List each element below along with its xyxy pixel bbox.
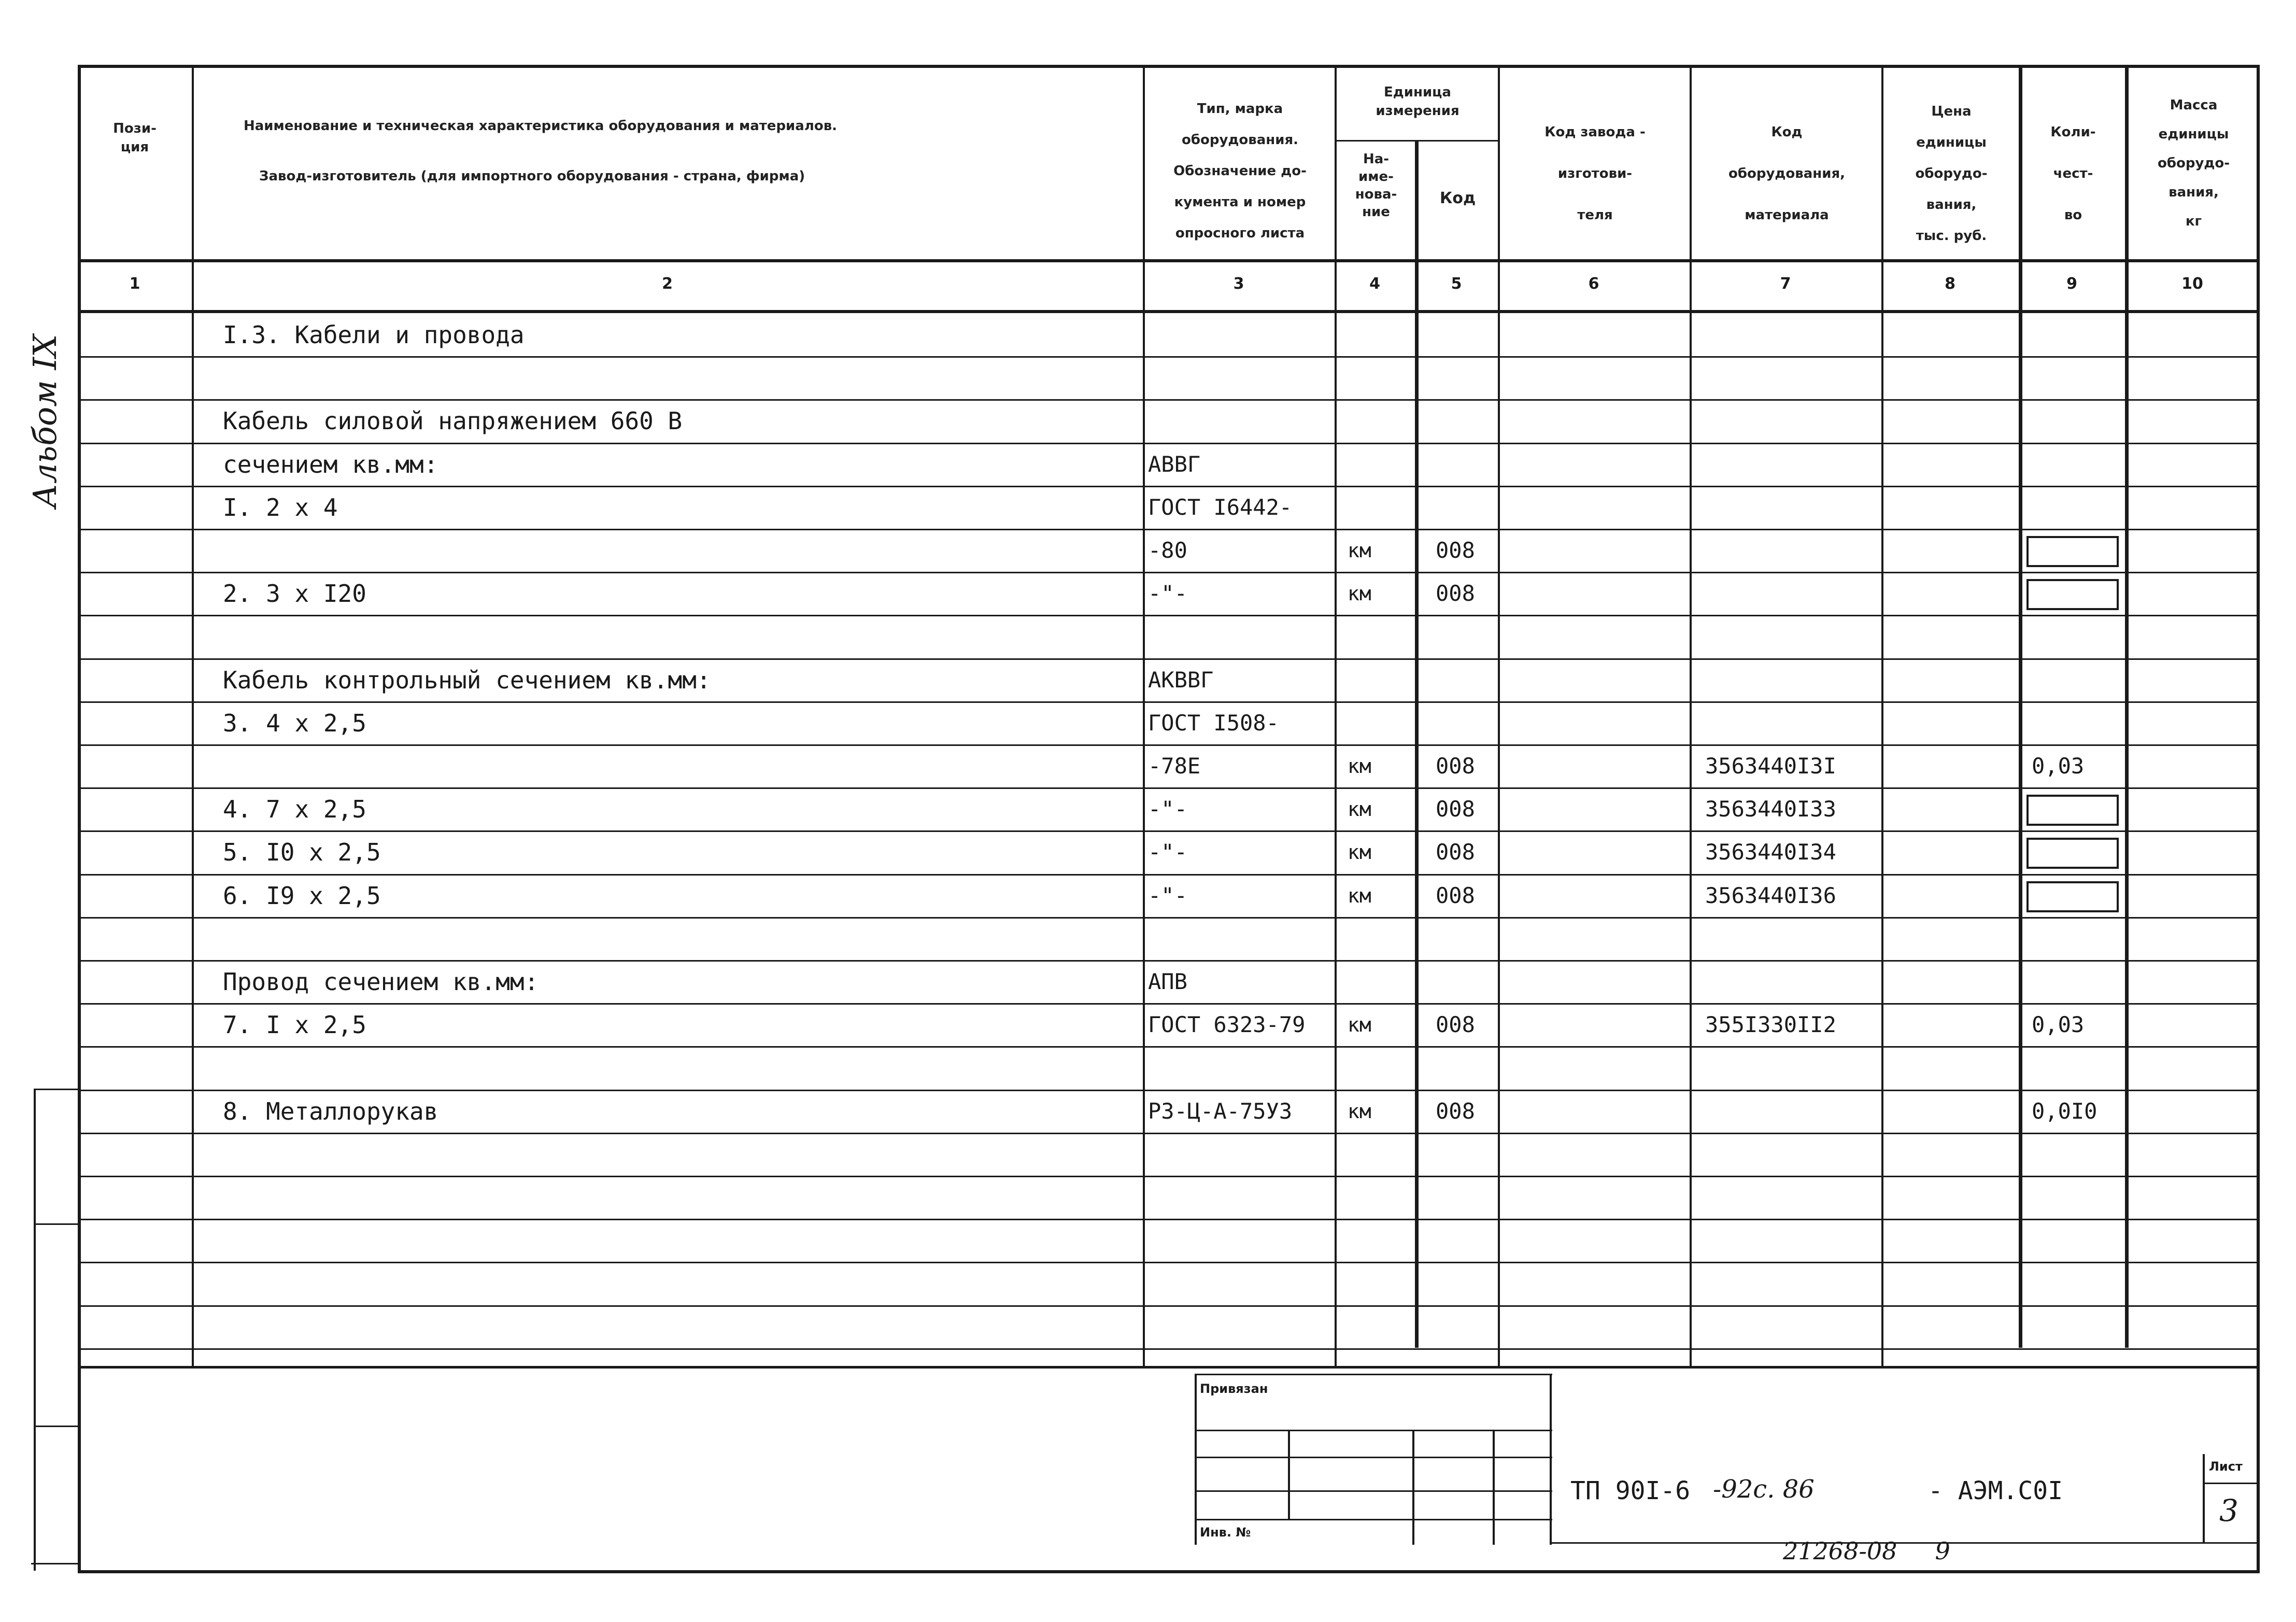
header-mass: Масса единицы оборудо- вания, кг [2157,97,2230,229]
inventory-label: Инв. № [1200,1525,1251,1540]
item-name: 5. I0 x 2,5 [223,838,381,866]
header-unit-name: На- име- нова- ние [1355,151,1397,220]
item-type: АКВВГ [1148,667,1214,693]
item-type: -"- [1148,839,1187,865]
row-line [78,356,2260,358]
col-number: 8 [1945,275,1955,293]
item-name: сечением кв.мм: [223,450,438,478]
item-name: Кабель контрольный сечением кв.мм: [223,666,711,694]
row-line [78,701,2260,703]
item-type: АПВ [1148,969,1187,994]
binding-line [34,1089,79,1090]
unit-code: 008 [1436,753,1475,779]
row-line [78,1176,2260,1177]
binding-line [31,1563,80,1564]
header-name-line2: Завод-изготовитель (для импортного оборудования - страна, фирма) [259,168,805,184]
col-number: 10 [2181,275,2203,293]
header-divider [78,259,2260,262]
header-position: Пози- ция [113,121,157,155]
row-line [78,529,2260,530]
col-number: 3 [1233,275,1244,293]
row-line [78,486,2260,487]
unit-name: км [1348,755,1371,778]
unit-name: км [1348,1100,1371,1123]
item-name: I. 2 x 4 [223,493,338,521]
stamp-line [1493,1430,1495,1545]
header-factory-code: Код завода - изготови- теля [1544,124,1646,223]
material-code: 355I330II2 [1705,1012,1836,1037]
quantity-box [2026,881,2119,912]
unit-name: км [1348,841,1371,864]
unit-name: км [1348,539,1371,562]
item-type: ГОСТ 6323-79 [1148,1012,1306,1037]
item-type: -80 [1148,538,1187,563]
material-code: 3563440I3I [1705,753,1836,779]
item-type: -"- [1148,581,1187,606]
header-material-code: Код оборудования, материала [1728,124,1846,223]
col-number: 5 [1451,275,1462,293]
header-unit: Единица измерения [1376,84,1459,119]
header-price: Цена единицы оборудо- вания, тыс. руб. [1915,104,1988,244]
header-type: Тип, марка оборудования. Обозначение до- кумента и номер опросного листа [1173,101,1307,241]
stamp-line [1288,1430,1290,1519]
quantity-box [2026,536,2119,567]
item-name: 4. 7 x 2,5 [223,795,366,823]
quantity: 0,0I0 [2032,1098,2097,1124]
binding-line [34,1089,36,1571]
col-number: 7 [1780,275,1791,293]
row-line [78,960,2260,962]
stamp-line [1412,1430,1414,1545]
material-code: 3563440I36 [1705,883,1836,908]
material-code: 3563440I33 [1705,796,1836,822]
row-line [78,658,2260,660]
stamp-line [2203,1483,2260,1484]
doc-code: ТП 90I-6 [1570,1476,1691,1505]
col-number: 6 [1588,275,1599,293]
unit-name: км [1348,884,1371,907]
unit-name: км [1348,1013,1371,1036]
unit-name: км [1348,798,1371,821]
item-type: -78Е [1148,753,1201,779]
header-quantity: Коли- чест- во [2050,124,2096,223]
stamp-line [1195,1430,1552,1431]
item-name: 8. Металлорукав [223,1097,438,1125]
header-divider [1335,140,1498,142]
material-code: 3563440I34 [1705,839,1836,865]
row-line [78,1003,2260,1005]
header-name-line1: Наименование и техническая характеристика оборудования и материалов. [244,118,838,134]
row-line [78,1090,2260,1091]
unit-code: 008 [1436,581,1475,606]
row-line [78,1133,2260,1134]
row-line [78,787,2260,789]
row-line [78,1262,2260,1263]
item-name: 2. 3 x I20 [223,580,366,608]
unit-code: 008 [1436,839,1475,865]
item-type: РЗ-Ц-А-75УЗ [1148,1098,1293,1124]
col-number: 4 [1369,275,1380,293]
binding-line [34,1426,79,1427]
stamp-line [2203,1454,2205,1542]
doc-code-handwritten: -92с. 86 [1713,1475,1815,1504]
item-name: Провод сечением кв.мм: [223,968,539,996]
item-type: ГОСТ I508- [1148,710,1279,736]
row-line [78,615,2260,616]
col-divider [2019,65,2022,1348]
archive-number: 21268-08 9 [1783,1537,1950,1565]
row-line [78,1348,2260,1350]
stamp-line [1550,1374,1552,1545]
item-name: 3. 4 x 2,5 [223,709,366,737]
row-line [78,830,2260,832]
row-line [78,874,2260,876]
sheet-number: 3 [2219,1493,2238,1528]
album-label: Альбом IX [26,334,64,508]
item-name: Кабель силовой напряжением 660 В [223,407,683,435]
stamp-line [1195,1374,1552,1375]
row-line [78,917,2260,919]
row-line [78,1219,2260,1220]
stamp-divider [78,1366,2260,1369]
stamp-line [1195,1519,1552,1520]
quantity-box [2026,795,2119,826]
item-type: -"- [1148,796,1187,822]
col-number: 2 [662,275,673,293]
unit-code: 008 [1436,883,1475,908]
stamp-line [1195,1457,1552,1458]
item-name: 7. I x 2,5 [223,1011,366,1039]
quantity-box [2026,838,2119,869]
stamp-line [1195,1490,1552,1492]
row-line [78,1046,2260,1048]
unit-code: 008 [1436,1098,1475,1124]
header-unit-code: Код [1439,189,1476,207]
unit-code: 008 [1436,1012,1475,1037]
item-type: АВВГ [1148,452,1201,477]
item-type: -"- [1148,883,1187,908]
col-number: 1 [129,275,140,293]
quantity: 0,03 [2032,1012,2085,1037]
item-name: I.3. Кабели и провода [223,321,525,349]
binding-line [34,1223,79,1225]
sheet-label: Лист [2209,1459,2243,1474]
quantity: 0,03 [2032,753,2085,779]
row-line [78,399,2260,401]
item-type: ГОСТ I6442- [1148,495,1293,520]
unit-code: 008 [1436,538,1475,563]
quantity-box [2026,579,2119,610]
unit-name: км [1348,582,1371,605]
col-divider [1415,140,1419,1348]
doc-suffix: - АЭМ.С0I [1928,1476,2063,1505]
privyazan-label: Привязан [1200,1381,1268,1396]
row-line [78,443,2260,444]
unit-code: 008 [1436,796,1475,822]
row-line [78,572,2260,573]
row-line [78,1305,2260,1307]
header-divider [78,310,2260,313]
row-line [78,744,2260,746]
item-name: 6. I9 x 2,5 [223,882,381,910]
col-divider [2125,65,2129,1348]
col-number: 9 [2066,275,2077,293]
